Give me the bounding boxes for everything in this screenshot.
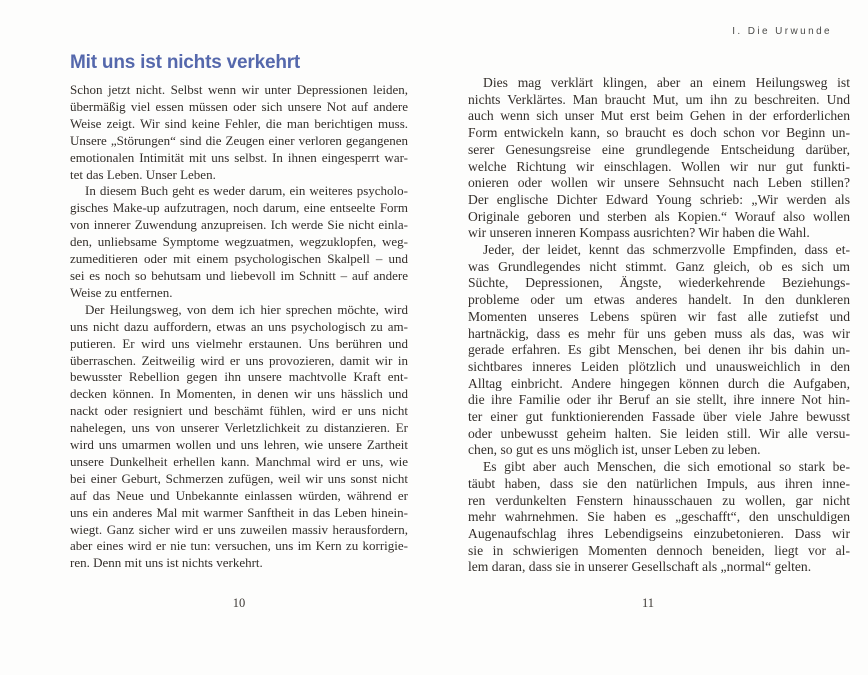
page-number-right: 11: [641, 596, 655, 610]
text-line: wir unseren inneren Kompass ausrichten? Wir haben die Wahl.: [468, 225, 810, 241]
text-line: uns nicht dazu auffordern, etwas an uns psychologisch zu am-: [70, 318, 408, 334]
text-line: Unsere „Störungen“ sind die Zeugen einer verloren gegangenen: [70, 132, 408, 148]
text-line: lem daran, dass sie in unserer Gesellschaft als „normal“ gelten.: [468, 559, 812, 575]
text-line: aber eines wird er nie tun: versuchen, uns im Kern zu korrigie-: [70, 538, 408, 554]
text-line: Dies mag verklärt klingen, aber an einem Heilungsweg ist: [483, 75, 850, 90]
text-line: die ihre Familie oder ihr Beruf an sie stellt, ihre innere Not hin-: [468, 392, 850, 408]
paragraph: [70, 183, 408, 301]
text-line: übermäßig viel essen müssen oder sich unsere Not auf andere: [70, 98, 408, 114]
text-line: ter einer gut funktionierenden Fassade über viele Jahre bewusst: [468, 409, 850, 425]
text-line: tet das Leben. Unser Leben.: [70, 166, 216, 182]
book-page-right: [468, 26, 850, 576]
text-line: gisches Make-up aufzutragen, noch darum, eine entseelte Form: [70, 200, 408, 216]
text-line: oder unbewusst geheim halten. Sie leiden still. Wir alle versu-: [468, 425, 850, 441]
book-page-left: [70, 52, 408, 572]
text-line: zumeditieren oder mit einem psychologischen Skalpell – und: [70, 251, 408, 267]
text-line: Weise zeigt. Wir sind keine Fehler, die man berichtigen muss.: [70, 115, 408, 131]
text-line: Originale geboren und sterben als Kopien.“ Worauf also wollen: [468, 208, 850, 224]
text-line: Alltag einbricht. Andere hingegen können durch die Aufgaben,: [468, 375, 850, 391]
text-line: bewusster Rebellion gegen ihn unsere machtvolle Kraft ent-: [70, 369, 408, 385]
text-line: chen, so gut es uns möglich ist, unser Leben zu leben.: [468, 442, 761, 458]
text-line: Augenaufschlag ihres Lebendigseins einzubetonieren. Dass wir: [468, 525, 850, 541]
text-line: ren. Denn mit uns ist nichts verkehrt.: [70, 555, 263, 571]
text-line: probleme oder um etwas anderes handelt. In den dunkleren: [468, 292, 850, 308]
text-line: gerade erfahren. Es gibt Menschen, bei denen ihr bis dahin un-: [468, 342, 850, 358]
text-line: sei es noch so behutsam und liebevoll im Schnitt – auf andere: [70, 267, 408, 283]
text-line: decken können. In Momenten, in denen wir uns hässlich und: [70, 386, 408, 402]
text-line: wiegt. Ganz sicher wird er uns zuweilen massiv herausfordern,: [70, 521, 408, 537]
paragraph: [468, 75, 850, 242]
text-line: Form entwickeln kann, so braucht es doch schon vor Beginn un-: [468, 125, 850, 141]
text-line: von innerer Zuwendung anzupreisen. Ich werde Sie nicht einla-: [70, 217, 408, 233]
text-line: mehr wahrnehmen. Sie haben es „geschafft“, den unschuldigen: [468, 509, 850, 525]
text-line: sichtbares inneres Leiden plötzlich und unausweichlich in den: [468, 358, 850, 374]
text-line: Jeder, der leidet, kennt das schmerzvolle Empfinden, dass et-: [483, 242, 850, 258]
text-line: auch wenn sich unser Mut erst beim Gehen in der erforderlichen: [468, 108, 850, 124]
text-line: Süchte, Depressionen, Ängste, wiederkehrende Beziehungs-: [468, 275, 850, 291]
text-line: Weise zu entfernen.: [70, 284, 173, 300]
text-line: was Grundlegendes nicht stimmt. Ganz gleich, ob es sich um: [468, 258, 850, 274]
text-line: emotionalen Intimität mit uns selbst. In ihnen eingesperrt war-: [70, 149, 408, 165]
text-line: unsere Dunkelheit erhellen kann. Manchmal wird er uns, wie: [70, 453, 408, 469]
text-line: welche Richtung wir einschlagen. Wollen wir nur gut funkti-: [468, 158, 850, 174]
paragraph: [70, 302, 408, 573]
page-number-left: 10: [232, 596, 246, 610]
paragraph: [70, 82, 408, 183]
text-line: sie in schwierigen Momenten dennoch beneiden, liegt vor al-: [468, 542, 850, 558]
text-line: uns ein anderes Mal mit warmer Sanftheit in das Leben hinein-: [70, 504, 408, 520]
text-line: nackt oder resigniert und beschämt fühlen, wird er uns nicht: [70, 403, 408, 419]
text-line: bei einer Geburt, Schmerzen zufügen, weil wir uns sonst nicht: [70, 470, 408, 486]
body-text-right: [468, 75, 850, 576]
text-line: den, unliebsame Symptome wegzuatmen, wegzuklopfen, weg-: [70, 234, 408, 250]
text-line: putieren. Er wird uns vielmehr erstaunen. Uns berühren und: [70, 335, 408, 351]
text-line: nichts Verklärtes. Man braucht Mut, um ihn zu beschreiten. Und: [468, 91, 850, 107]
paragraph: [468, 242, 850, 459]
text-line: onieren oder wollen wir unsere Sehnsucht nach Leben stillen?: [468, 175, 850, 191]
text-line: Der englische Dichter Edward Young schrieb: „Wir werden als: [468, 191, 850, 207]
text-line: In diesem Buch geht es weder darum, ein weiteres psycholo-: [85, 183, 408, 199]
text-line: auf das Neue und Unbekannte einlassen würden, während er: [70, 487, 408, 503]
text-line: ren verdunkelten Fenstern hinausschauen zu wollen, gar nicht: [468, 492, 850, 508]
body-text-left: [70, 82, 408, 572]
text-line: Schon jetzt nicht. Selbst wenn wir unter Depressionen leiden,: [70, 82, 408, 97]
text-line: wird uns umarmen wollen und uns lehren, wie unsere Zartheit: [70, 437, 408, 453]
text-line: nahelegen, uns von unserer Verletzlichkeit zu distanzieren. Er: [70, 420, 408, 436]
running-header: I. Die Urwunde: [732, 26, 832, 37]
text-line: hartnäckig, dass es mehr für uns geben muss als das, was wir: [468, 325, 850, 341]
text-line: Es gibt aber auch Menschen, die sich emotional so stark be-: [483, 459, 850, 475]
chapter-heading: Mit uns ist nichts verkehrt: [70, 52, 301, 73]
text-line: Momenten unseres Lebens spüren wir fast alle zutiefst und: [468, 308, 850, 324]
text-line: überraschen. Zeitweilig wird er uns provozieren, damit wir in: [70, 352, 408, 368]
text-line: serer Genesungsreise eine grundlegende Entscheidung darüber,: [468, 141, 850, 157]
text-line: Der Heilungsweg, von dem ich hier sprechen möchte, wird: [85, 301, 408, 317]
paragraph: [468, 459, 850, 576]
text-line: täubt haben, dass sie den natürlichen Impuls, aus ihren inne-: [468, 475, 850, 491]
